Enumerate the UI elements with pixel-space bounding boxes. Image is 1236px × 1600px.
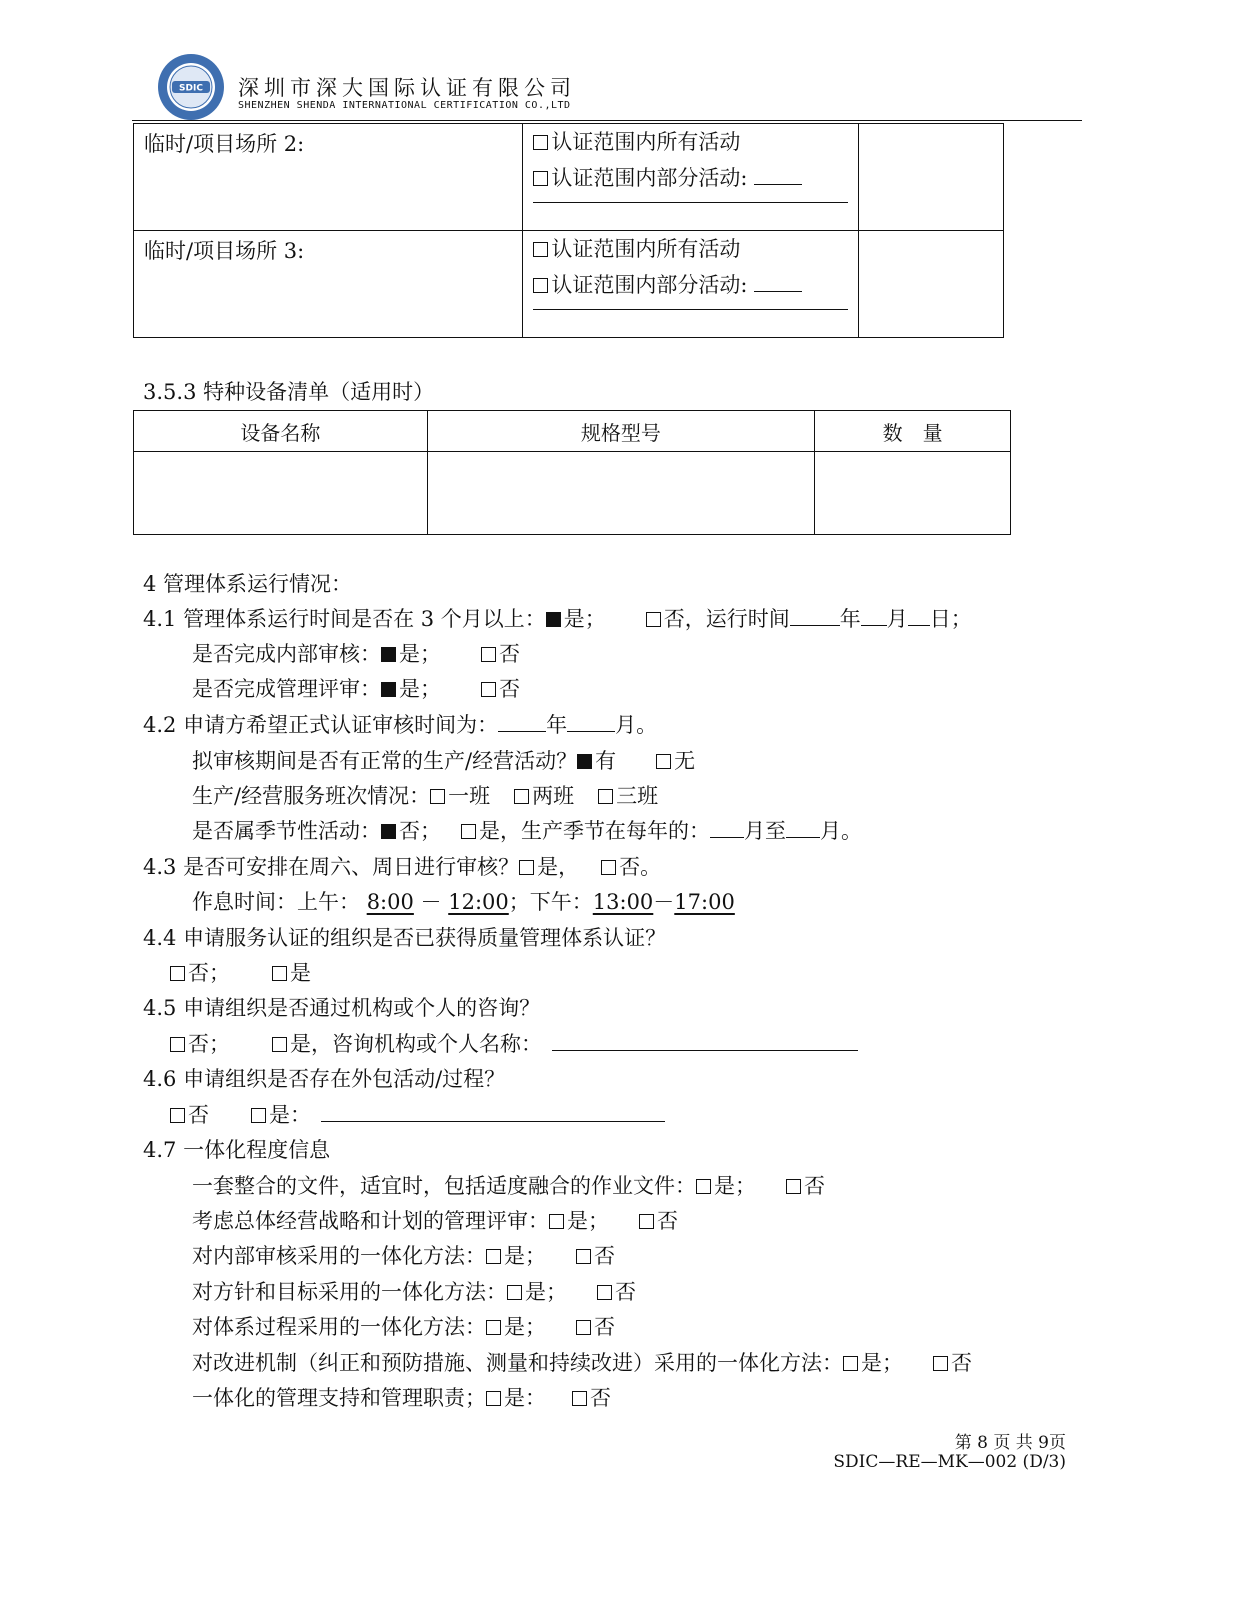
checkbox-checked[interactable] bbox=[577, 754, 592, 769]
q41-line: 4.1 管理体系运行时间是否在 3 个月以上： 是； 否，运行时间 年 月 日； bbox=[143, 607, 972, 631]
table-header-row bbox=[134, 411, 1011, 452]
checkbox[interactable] bbox=[486, 1391, 501, 1406]
q45-options: 否； 是，咨询机构或个人名称： bbox=[170, 1028, 858, 1058]
q47-item: 一体化的管理支持和管理职责； 是： 否 bbox=[192, 1386, 611, 1410]
header-divider bbox=[132, 120, 1082, 121]
checkbox[interactable] bbox=[572, 1391, 587, 1406]
q47-item: 对内部审核采用的一体化方法： 是； 否 bbox=[192, 1244, 615, 1268]
checkbox[interactable] bbox=[533, 171, 548, 186]
checkbox[interactable] bbox=[533, 278, 548, 293]
checkbox[interactable] bbox=[933, 1356, 948, 1371]
table-row bbox=[134, 124, 1004, 231]
checkbox[interactable] bbox=[549, 1214, 564, 1229]
col-header: 规格型号 bbox=[427, 411, 815, 452]
page-number: 第 8 页 共 9页 bbox=[954, 1433, 1066, 1453]
site-options: 认证范围内所有活动 认证范围内部分活动: bbox=[523, 231, 859, 338]
fill-line[interactable] bbox=[533, 309, 848, 310]
fill-line[interactable] bbox=[533, 202, 848, 203]
table-cell[interactable] bbox=[427, 452, 815, 535]
checkbox[interactable] bbox=[533, 135, 548, 150]
checkbox[interactable] bbox=[272, 1037, 287, 1052]
q42-line: 4.2 申请方希望正式认证审核时间为： 年 月。 bbox=[143, 713, 658, 737]
checkbox[interactable] bbox=[481, 682, 496, 697]
equipment-table bbox=[133, 410, 1011, 535]
empty-cell bbox=[859, 124, 1004, 231]
checkbox-checked[interactable] bbox=[546, 612, 561, 627]
checkbox[interactable] bbox=[170, 966, 185, 981]
checkbox[interactable] bbox=[576, 1249, 591, 1264]
q44-options: 否； 是 bbox=[170, 957, 311, 987]
section-353-title: 3.5.3 特种设备清单（适用时） bbox=[143, 380, 435, 404]
table-cell[interactable] bbox=[134, 452, 428, 535]
q43-line: 4.3 是否可安排在周六、周日进行审核？ 是， 否。 bbox=[143, 855, 662, 879]
col-header: 数 量 bbox=[815, 411, 1011, 452]
checkbox[interactable] bbox=[461, 824, 476, 839]
company-name-cn: 深圳市深大国际认证有限公司 bbox=[238, 76, 576, 100]
pm-start[interactable]: 13:00 bbox=[592, 890, 654, 914]
q43a-line: 作息时间：上午： 8:00 － 12:00；下午：13:00－17:00 bbox=[192, 890, 735, 914]
checkbox-checked[interactable] bbox=[381, 824, 396, 839]
q46-title: 4.6 申请组织是否存在外包活动/过程？ bbox=[143, 1067, 506, 1091]
checkbox[interactable] bbox=[786, 1179, 801, 1194]
q42a-line: 拟审核期间是否有正常的生产/经营活动？ 有 无 bbox=[192, 749, 696, 773]
site-table bbox=[133, 123, 1004, 338]
checkbox[interactable] bbox=[601, 860, 616, 875]
q46-options: 否 是： bbox=[170, 1099, 665, 1129]
site-label: 临时/项目场所 2: bbox=[134, 124, 523, 231]
checkbox[interactable] bbox=[272, 966, 287, 981]
table-cell[interactable] bbox=[815, 452, 1011, 535]
q47-title: 4.7 一体化程度信息 bbox=[143, 1138, 331, 1162]
q42b-line: 生产/经营服务班次情况： 一班 两班 三班 bbox=[192, 784, 659, 808]
q47-item: 对改进机制（纠正和预防措施、测量和持续改进）采用的一体化方法： 是； 否 bbox=[192, 1351, 972, 1375]
col-header: 设备名称 bbox=[134, 411, 428, 452]
checkbox[interactable] bbox=[251, 1108, 266, 1123]
q47-item: 对体系过程采用的一体化方法： 是； 否 bbox=[192, 1315, 615, 1339]
checkbox[interactable] bbox=[481, 647, 496, 662]
checkbox[interactable] bbox=[486, 1320, 501, 1335]
q47-item: 对方针和目标采用的一体化方法： 是； 否 bbox=[192, 1280, 636, 1304]
logo-text: SDIC bbox=[179, 83, 203, 94]
checkbox[interactable] bbox=[646, 612, 661, 627]
checkbox[interactable] bbox=[598, 789, 613, 804]
table-row bbox=[134, 231, 1004, 338]
q45-title: 4.5 申请组织是否通过机构或个人的咨询？ bbox=[143, 996, 541, 1020]
doc-code: SDIC—RE—MK—002 (D/3) bbox=[833, 1452, 1066, 1472]
checkbox-checked[interactable] bbox=[381, 647, 396, 662]
section-4-title: 4 管理体系运行情况： bbox=[143, 572, 353, 596]
empty-cell bbox=[859, 231, 1004, 338]
checkbox[interactable] bbox=[597, 1285, 612, 1300]
checkbox-checked[interactable] bbox=[381, 682, 396, 697]
checkbox[interactable] bbox=[170, 1108, 185, 1123]
company-name-en: SHENZHEN SHENDA INTERNATIONAL CERTIFICATION CO.,LTD bbox=[238, 100, 571, 111]
checkbox[interactable] bbox=[507, 1285, 522, 1300]
checkbox[interactable] bbox=[576, 1320, 591, 1335]
pm-end[interactable]: 17:00 bbox=[674, 890, 735, 914]
checkbox[interactable] bbox=[170, 1037, 185, 1052]
checkbox[interactable] bbox=[514, 789, 529, 804]
checkbox[interactable] bbox=[696, 1179, 711, 1194]
checkbox[interactable] bbox=[533, 242, 548, 257]
checkbox[interactable] bbox=[430, 789, 445, 804]
checkbox[interactable] bbox=[656, 754, 671, 769]
site-options: 认证范围内所有活动 认证范围内部分活动: bbox=[523, 124, 859, 231]
checkbox[interactable] bbox=[843, 1356, 858, 1371]
checkbox[interactable] bbox=[639, 1214, 654, 1229]
q44-title: 4.4 申请服务认证的组织是否已获得质量管理体系认证？ bbox=[143, 926, 667, 950]
q47-item: 一套整合的文件，适宜时，包括适度融合的作业文件： 是； 否 bbox=[192, 1174, 825, 1198]
table-row bbox=[134, 452, 1011, 535]
company-logo bbox=[156, 52, 226, 122]
checkbox[interactable] bbox=[519, 860, 534, 875]
am-end[interactable]: 12:00 bbox=[448, 890, 509, 914]
q41a-line: 是否完成内部审核： 是； 否 bbox=[192, 642, 520, 666]
q47-item: 考虑总体经营战略和计划的管理评审： 是； 否 bbox=[192, 1209, 678, 1233]
q41b-line: 是否完成管理评审： 是； 否 bbox=[192, 677, 520, 701]
site-label: 临时/项目场所 3: bbox=[134, 231, 523, 338]
q42c-line: 是否属季节性活动： 否； 是，生产季节在每年的： 月至 月。 bbox=[192, 819, 862, 843]
am-start[interactable]: 8:00 bbox=[366, 890, 414, 914]
checkbox[interactable] bbox=[486, 1249, 501, 1264]
